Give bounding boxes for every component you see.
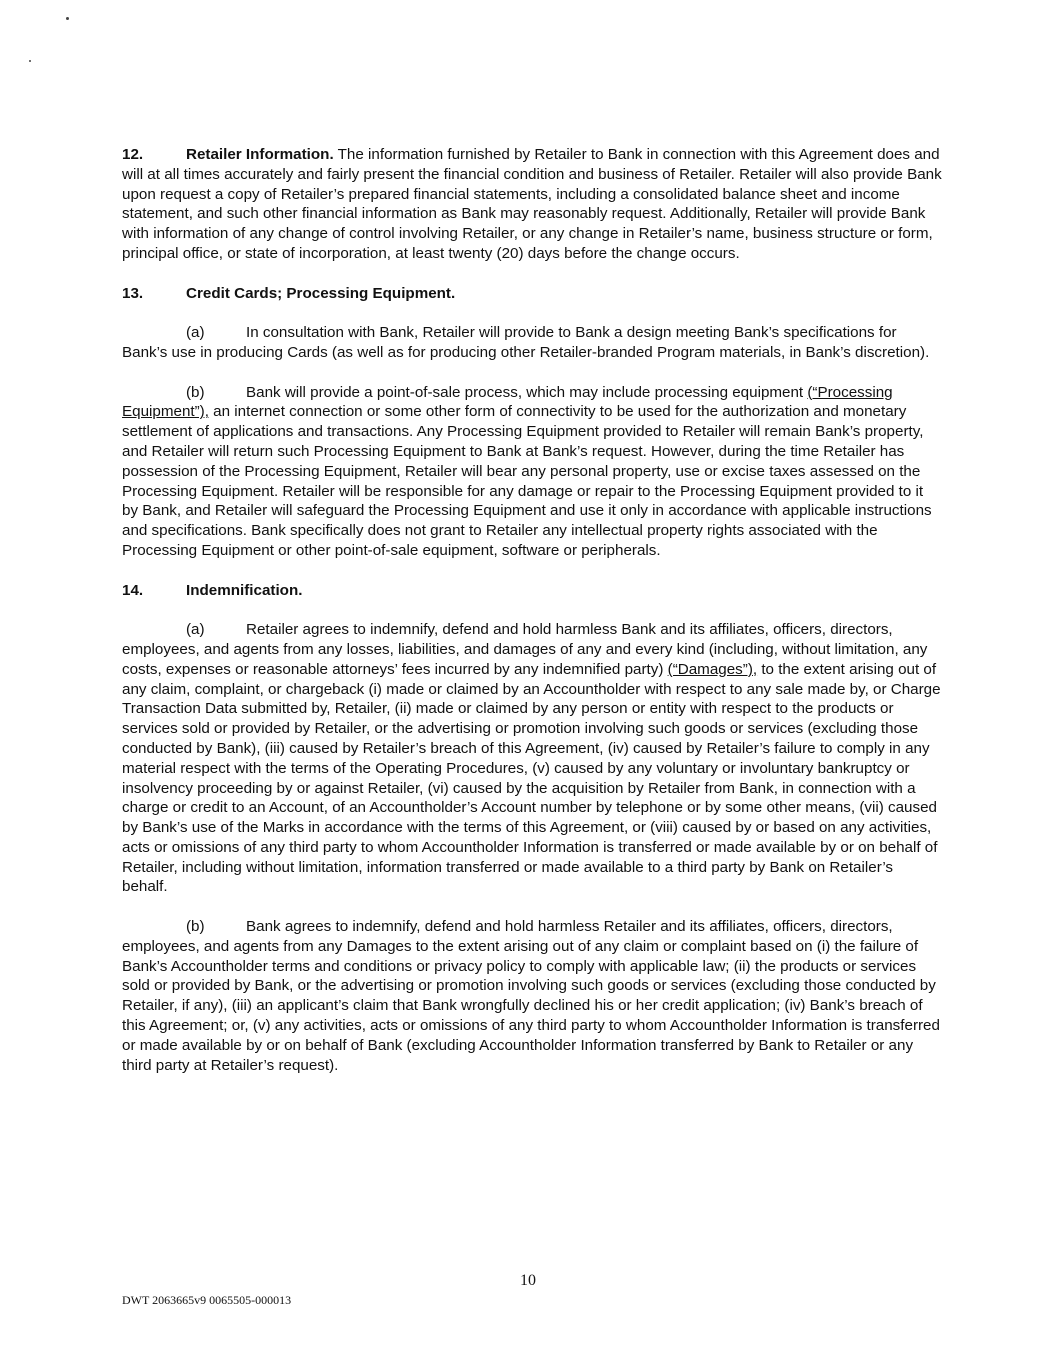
section-12 <box>122 145 942 264</box>
subsection-text: Bank will provide a point-of-sale process, which may include processing equipment <box>246 383 808 401</box>
document-body <box>122 145 942 1095</box>
section-13b <box>122 383 942 561</box>
subsection-label: (a) <box>186 621 205 639</box>
scan-speck <box>66 17 69 20</box>
section-14b <box>122 917 942 1075</box>
subsection-label: (a) <box>186 324 205 342</box>
subsection-label: (b) <box>186 383 205 401</box>
section-number: 13. <box>122 284 144 302</box>
section-title: Credit Cards; Processing Equipment. <box>186 284 456 302</box>
section-13-heading <box>122 284 942 304</box>
document-id: DWT 2063665v9 0065505-000013 <box>122 1293 292 1307</box>
scan-speck <box>29 60 31 62</box>
section-14-heading <box>122 581 942 601</box>
section-title: Retailer Information. <box>186 146 334 163</box>
subsection-label: (b) <box>186 918 205 936</box>
defined-term: (“Processing Equipment”), <box>122 383 893 421</box>
section-text: The information furnished by Retailer to Bank in connection with this Agreement does and will at all times accurately and fairly present the financial condition and business of Retailer. Retailer will also provide Bank upon request a copy of Retailer’s prepared financial statements, including a consolidated balance sheet and income statement, and such other financial information as Bank may reasonably request. Additionally, Retailer will provide Bank with information of any change of control involving Retailer, or any change in Retailer’s name, business structure or form, principal office, or state of incorporation, at least twenty (20) days before the change occurs. <box>122 146 942 262</box>
section-number: 12. <box>122 146 144 163</box>
defined-term: (“Damages”), <box>667 660 758 678</box>
subsection-text: In consultation with Bank, Retailer will provide to Bank a design meeting Bank’s specifications for Bank’s use in producing Cards (as well as for producing other Retailer-branded Program materials, in Bank’s discretion). <box>122 324 930 361</box>
subsection-text: Bank agrees to indemnify, defend and hold harmless Retailer and its affiliates, officers, directors, employees, and agents from any Damages to the extent arising out of any claim or complaint based on (i) the failure of Bank’s Accountholder terms and conditions or privacy policy to comply with applicable law; (ii) the products or services sold or provided by Bank, or the advertising or promotion involving such goods or services (excluding those conducted by Retailer, if any), (iii) an applicant’s claim that Bank wrongfully declined his or her credit application; (iv) Bank’s breach of this Agreement; or, (v) any activities, acts or omissions of any third party to whom Accountholder Information is transferred or made available by or on behalf of Bank (excluding Accountholder Information transferred by Bank to Retailer or any third party at Retailer’s request). <box>122 918 940 1074</box>
section-title: Indemnification. <box>186 581 303 599</box>
section-number: 14. <box>122 581 144 599</box>
page-number: 10 <box>520 1272 536 1289</box>
subsection-text: to the extent arising out of any claim, complaint, or chargeback (i) made or claimed by an Accountholder with respect to any sale made by, or Charge Transaction Data submitted by, Retailer, (ii) made or claimed by any person or entity with respect to the products or services sold or provided by Retailer, or the advertising or promotion involving such goods or services (excluding those conducted by Bank), (iii) caused by Retailer’s breach of this Agreement, (iv) caused by Retailer’s failure to comply in any material respect with the terms of the Operating Procedures, (v) caused by any voluntary or involuntary bankruptcy or insolvency proceeding by or against Retailer, (vi) caused by the acquisition by Retailer from Bank, in connection with a charge or credit to an Account, of an Accountholder’s Account number by telephone or by some other means, (vii) caused by Bank’s use of the Marks in accordance with the terms of this Agreement, or (viii) caused by or based on any activities, acts or omissions of any third party to whom Accountholder Information is transferred or made available by or on behalf of Retailer, including without limitation, information transferred or made available to a third party by Bank on Retailer’s behalf. <box>122 660 941 896</box>
section-13a <box>122 323 942 363</box>
subsection-text: Retailer agrees to indemnify, defend and hold harmless Bank and its affiliates, officers, directors, employees, and agents from any losses, liabilities, and damages of any and every kind (including, without limitation, any costs, expenses or reasonable attorneys’ fees incurred by any indemnified party) <box>122 621 928 678</box>
section-14a <box>122 620 942 897</box>
subsection-text: an internet connection or some other form of connectivity to be used for the authorization and monetary settlement of applications and transactions. Any Processing Equipment provided to Retailer will remain Bank’s property, and Retailer will return such Processing Equipment to Bank at Bank’s request. However, during the time Retailer has possession of the Processing Equipment, Retailer will bear any personal property, use or excise taxes assessed on the Processing Equipment. Retailer will be responsible for any damage or repair to the Processing Equipment provided to it by Bank, and Retailer will safeguard the Processing Equipment and use it only in accordance with applicable instructions and specifications. Bank specifically does not grant to Retailer any intellectual property rights associated with the Processing Equipment or other point-of-sale equipment, software or peripherals. <box>122 403 932 559</box>
